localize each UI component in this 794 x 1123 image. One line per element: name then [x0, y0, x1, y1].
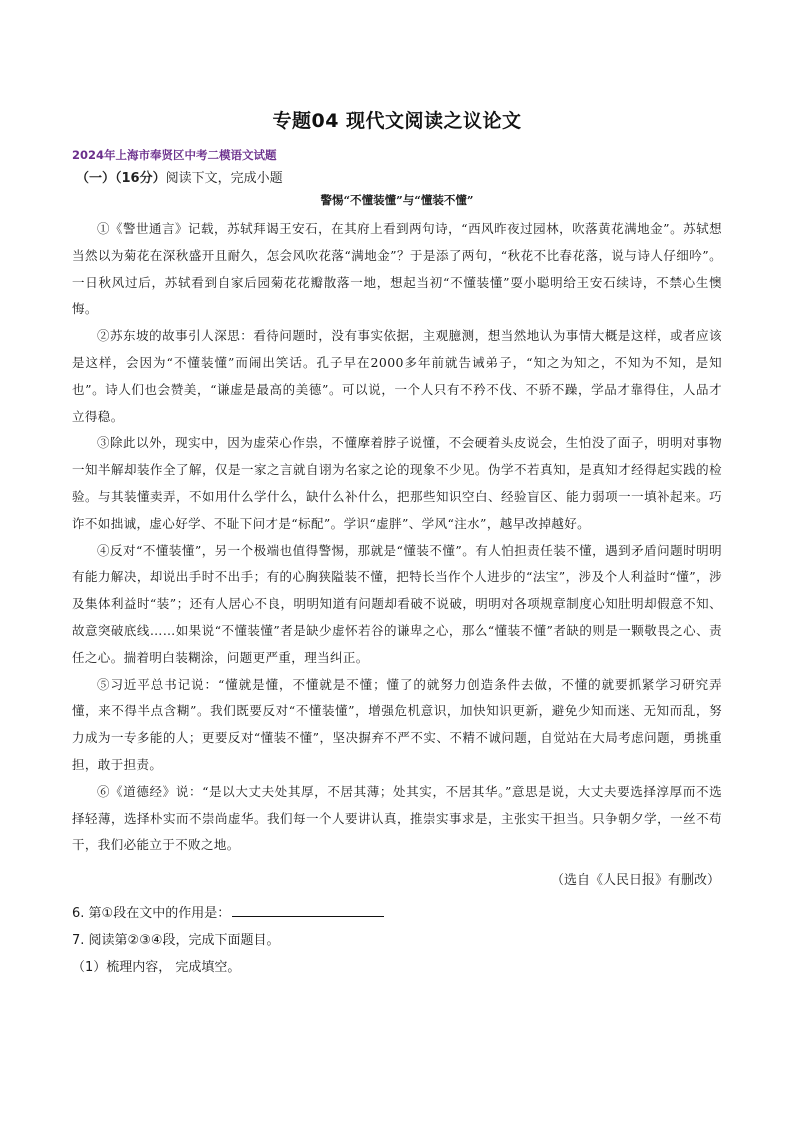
- question-6: [72, 900, 722, 927]
- article-credit: （选自《人民日报》有删改）: [550, 873, 720, 889]
- exam-source: 2024年上海市奉贤区中考二模语文试题: [72, 148, 277, 162]
- question-6-text: 6. 第①段在文中的作用是：: [72, 906, 231, 922]
- article-title: 警惕“不懂装懂”与“懂装不懂”: [320, 193, 474, 207]
- article-paragraph-2: ②苏东坡的故事引人深思：看待问题时，没有事实依据，主观臆测，想当然地认为事情大概是这样，或者应该是这样，会因为“不懂装懂”而闹出笑话。孔子早在2000多年前就告诫弟子，“知之为知之，不知为不知，是知也”。诗人们也会赞美，“谦虚是最高的美德”。可以说，一个人只有不矜不伐、不骄不躁，学品才靠得住，人品才立得稳。: [72, 328, 722, 424]
- question-7-1: （1）梳理内容， 完成填空。: [72, 960, 241, 976]
- document-title: 专题04 现代文阅读之议论文: [272, 110, 522, 132]
- article-paragraph-5: ⑤习近平总书记说：“懂就是懂，不懂就是不懂；懂了的就努力创造条件去做，不懂的就要抓紧学习研究弄懂，来不得半点含糊”。我们既要反对“不懂装懂”，增强危机意识，加快知识更新，避免少知而迷、无知而乱，努力成为一专多能的人；更要反对“懂装不懂”，坚决摒弃不严不实、不精不诚问题，自觉站在大局考虑问题，勇挑重担，敢于担责。: [72, 676, 722, 772]
- section-instruction: 阅读下文，完成小题: [165, 171, 283, 186]
- article-paragraph-3: ③除此以外，现实中，因为虚荣心作祟，不懂摩着脖子说懂，不会硬着头皮说会，生怕没了面子，明明对事物一知半解却装作全了解，仅是一家之言就自诩为名家之论的现象不少见。伪学不若真知，是真知才经得起实践的检验。与其装懂卖弄，不如用什么学什么，缺什么补什么，把那些知识空白、经验盲区、能力弱项一一填补起来。巧诈不如拙诚，虚心好学、不耻下问才是“标配”。学识“虚胖”、学风“注水”，越早改掉越好。: [72, 435, 722, 531]
- article-paragraph-4: ④反对“不懂装懂”，另一个极端也值得警惕，那就是“懂装不懂”。有人怕担责任装不懂，遇到矛盾问题时明明有能力解决，却说出手时不出手；有的心胸狭隘装不懂，把特长当作个人进步的“法宝”，涉及个人利益时“懂”，涉及集体利益时“装”；还有人居心不良，明明知道有问题却看破不说破，明明对各项规章制度心知肚明却假意不知、故意突破底线……如果说“不懂装懂”者是缺少虚怀若谷的谦卑之心，那么“懂装不懂”者缺的则是一颗敬畏之心、责任之心。揣着明白装糊涂，问题更严重，理当纠正。: [72, 542, 722, 665]
- section-heading: [76, 167, 722, 186]
- article-paragraph-6: ⑥《道德经》说：“是以大丈夫处其厚，不居其薄；处其实，不居其华。”意思是说，大丈夫要选择淳厚而不选择轻薄，选择朴实而不崇尚虚华。我们每一个人要讲认真，推崇实事求是，主张实干担当。只争朝夕学，一丝不苟干，我们必能立于不败之地。: [72, 783, 722, 853]
- answer-blank[interactable]: [232, 902, 384, 917]
- article-paragraph-1: ①《警世通言》记载，苏轼拜谒王安石，在其府上看到两句诗，“西风昨夜过园林，吹落黄花满地金”。苏轼想当然以为菊花在深秋盛开且耐久，怎会风吹花落“满地金”？于是添了两句，“秋花不比春花落，说与诗人仔细吟”。一日秋风过后，苏轼看到自家后园菊花花瓣散落一地，想起当初“不懂装懂”耍小聪明给王安石续诗，不禁心生懊悔。: [72, 221, 722, 317]
- question-7: 7. 阅读第②③④段，完成下面题目。: [72, 933, 280, 949]
- section-label: （一）（16分）: [76, 171, 166, 186]
